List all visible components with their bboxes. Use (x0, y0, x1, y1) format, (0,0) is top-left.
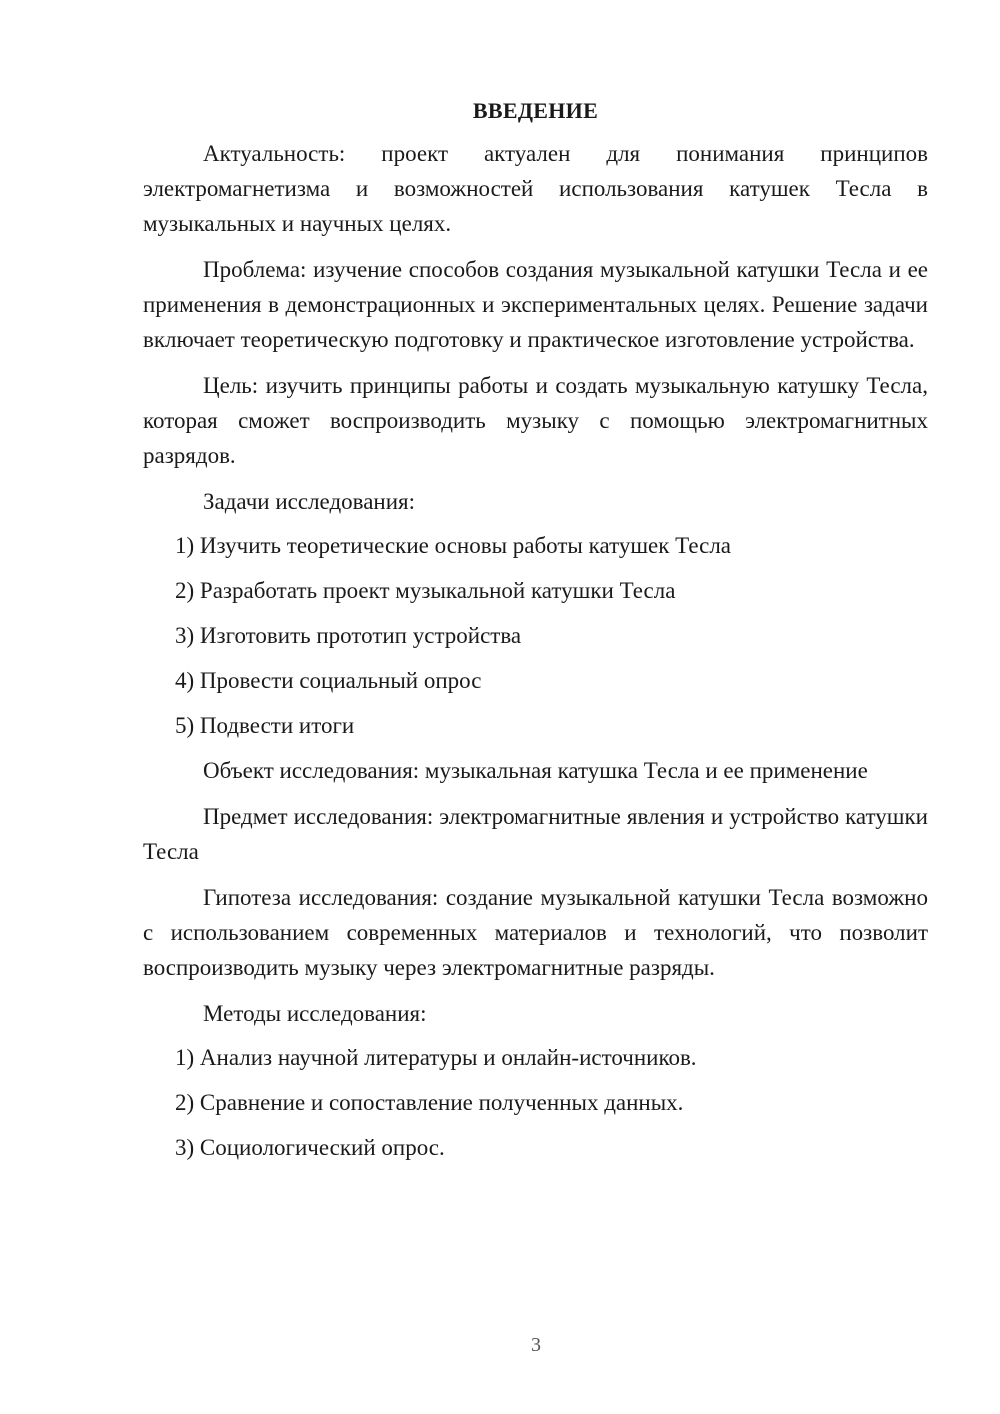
task-item: 4) Провести социальный опрос (175, 668, 482, 693)
method-item: 3) Социологический опрос. (175, 1135, 445, 1160)
subject-paragraph: Предмет исследования: электромагнитные явления и устройство катушки Тесла (143, 804, 928, 864)
methods-label: Методы исследования: (203, 1001, 427, 1026)
method-item: 2) Сравнение и сопоставление полученных данных. (175, 1090, 684, 1115)
tasks-label: Задачи исследования: (203, 489, 416, 514)
hypothesis-paragraph: Гипотеза исследования: создание музыкальной катушки Тесла возможно с использованием современных материалов и технологий, что позволит воспроизводить музыку через электромагнитные разряды. (143, 885, 928, 980)
page-number: 3 (531, 1334, 541, 1356)
goal-paragraph: Цель: изучить принципы работы и создать музыкальную катушку Тесла, которая сможет воспроизводить музыку с помощью электромагнитных разрядов. (143, 373, 928, 468)
document-page (143, 94, 928, 1175)
method-item: 1) Анализ научной литературы и онлайн-источников. (175, 1045, 697, 1070)
object-paragraph: Объект исследования: музыкальная катушка Тесла и ее применение (203, 758, 868, 783)
task-item: 3) Изготовить прототип устройства (175, 623, 522, 648)
methods-list (143, 1040, 928, 1165)
section-title: ВВЕДЕНИЕ (472, 98, 599, 123)
tasks-list (143, 528, 928, 743)
task-item: 5) Подвести итоги (175, 713, 355, 738)
task-item: 2) Разработать проект музыкальной катушки Тесла (175, 578, 676, 603)
task-item: 1) Изучить теоретические основы работы катушек Тесла (175, 533, 732, 558)
relevance-paragraph: Актуальность: проект актуален для понимания принципов электромагнетизма и возможностей использования катушек Тесла в музыкальных и научных целях. (143, 141, 928, 236)
problem-paragraph: Проблема: изучение способов создания музыкальной катушки Тесла и ее применения в демонстрационных и экспериментальных целях. Решение задачи включает теоретическую подготовку и практическое изготовление устройства. (143, 257, 928, 352)
